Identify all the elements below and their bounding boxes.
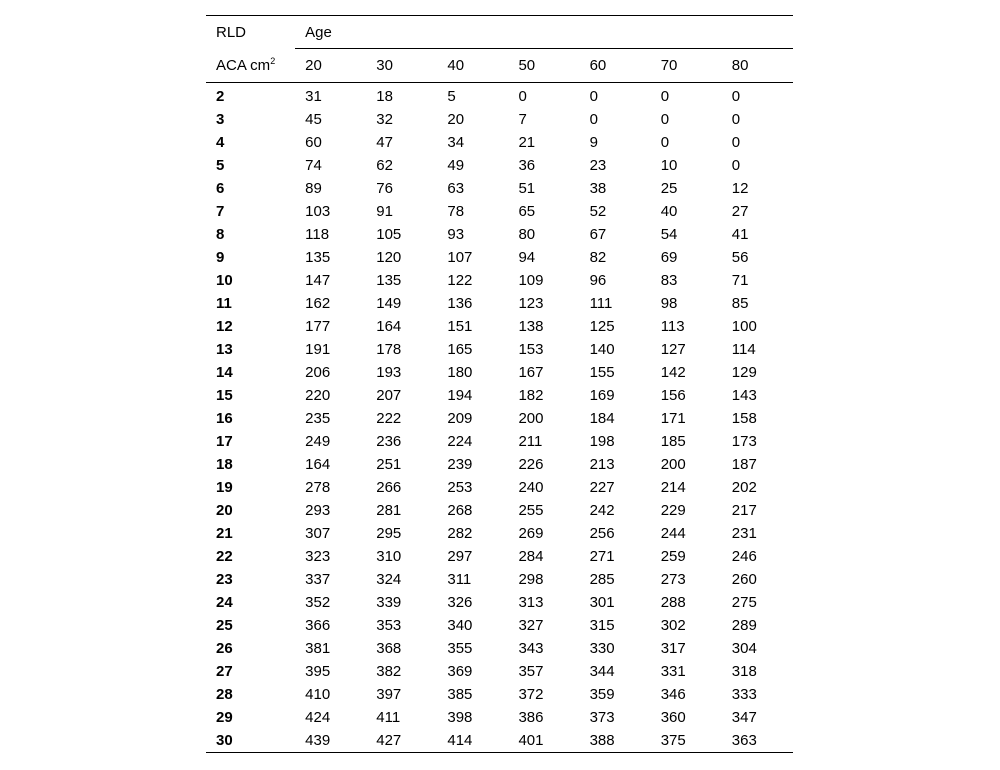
table-cell: 100 [731, 318, 757, 335]
table-cell: 184 [589, 410, 615, 427]
table-row [206, 361, 793, 384]
table-cell: 83 [660, 272, 678, 289]
table-cell: 333 [731, 686, 757, 703]
table-cell: 85 [731, 295, 749, 312]
table-row [206, 223, 793, 246]
table-cell: 298 [518, 571, 544, 588]
table-cell: 330 [589, 640, 615, 657]
table-cell: 27 [731, 203, 749, 220]
table-cell: 167 [518, 364, 544, 381]
table-cell: 60 [305, 134, 322, 151]
table-row [206, 108, 793, 131]
table-cell: 269 [518, 525, 544, 542]
row-aca-value: 15 [216, 387, 233, 404]
table-row [206, 246, 793, 269]
table-cell: 105 [376, 226, 402, 243]
table-cell: 156 [660, 387, 686, 404]
table-cell: 138 [518, 318, 544, 335]
row-aca-value: 19 [216, 479, 233, 496]
table-cell: 20 [447, 111, 465, 128]
table-cell: 206 [305, 364, 331, 381]
table-cell: 111 [589, 295, 613, 312]
row-aca-value: 26 [216, 640, 233, 657]
table-cell: 424 [305, 709, 331, 726]
row-aca-value: 13 [216, 341, 233, 358]
table-cell: 347 [731, 709, 757, 726]
table-row [206, 683, 793, 706]
table-cell: 343 [518, 640, 544, 657]
table-cell: 125 [589, 318, 615, 335]
table-cell: 18 [376, 88, 393, 105]
table-cell: 439 [305, 732, 331, 749]
table-cell: 273 [660, 571, 686, 588]
table-cell: 317 [660, 640, 686, 657]
table-row [206, 292, 793, 315]
table-cell: 93 [447, 226, 465, 243]
table-cell: 324 [376, 571, 402, 588]
table-cell: 327 [518, 617, 544, 634]
table-cell: 217 [731, 502, 757, 519]
table-cell: 69 [660, 249, 678, 266]
table-cell: 82 [589, 249, 607, 266]
table-cell: 255 [518, 502, 544, 519]
table-cell: 369 [447, 663, 473, 680]
table-cell: 52 [589, 203, 607, 220]
table-cell: 180 [447, 364, 473, 381]
table-cell: 268 [447, 502, 473, 519]
table-cell: 313 [518, 594, 544, 611]
table-cell: 36 [518, 157, 536, 174]
table-cell: 63 [447, 180, 465, 197]
table-cell: 118 [305, 226, 330, 243]
table-cell: 51 [518, 180, 536, 197]
table-row [206, 522, 793, 545]
row-aca-value: 11 [216, 295, 232, 312]
table-cell: 74 [305, 157, 322, 174]
table-cell: 40 [660, 203, 678, 220]
row-aca-value: 23 [216, 571, 233, 588]
table-cell: 113 [660, 318, 685, 335]
row-aca-value: 21 [216, 525, 233, 542]
row-aca-value: 20 [216, 502, 233, 519]
table-cell: 200 [660, 456, 686, 473]
table-cell: 340 [447, 617, 473, 634]
table-cell: 236 [376, 433, 402, 450]
header-age: Age [295, 16, 793, 49]
row-aca-value: 4 [216, 134, 225, 151]
table-cell: 153 [518, 341, 544, 358]
table-cell: 103 [305, 203, 331, 220]
table-cell: 0 [731, 88, 741, 105]
row-aca-value: 14 [216, 364, 233, 381]
row-aca-value: 18 [216, 456, 233, 473]
table-cell: 388 [589, 732, 615, 749]
table-cell: 310 [376, 548, 402, 565]
table-header [206, 16, 793, 83]
table-cell: 185 [660, 433, 686, 450]
table-cell: 244 [660, 525, 686, 542]
header-age-50: 50 [508, 49, 579, 83]
table-cell: 194 [447, 387, 473, 404]
table-cell: 142 [660, 364, 686, 381]
table-cell: 54 [660, 226, 678, 243]
row-aca-value: 30 [216, 732, 233, 749]
table-cell: 62 [376, 157, 393, 174]
table-cell: 353 [376, 617, 402, 634]
row-aca-value: 5 [216, 157, 225, 174]
row-aca-value: 8 [216, 226, 225, 243]
table-cell: 381 [305, 640, 331, 657]
table-cell: 65 [518, 203, 536, 220]
table-cell: 211 [518, 433, 543, 450]
table-cell: 326 [447, 594, 473, 611]
table-row [206, 545, 793, 568]
table-cell: 278 [305, 479, 331, 496]
table-row [206, 729, 793, 753]
table-cell: 240 [518, 479, 544, 496]
table-cell: 173 [731, 433, 757, 450]
table-cell: 143 [731, 387, 757, 404]
table-cell: 178 [376, 341, 402, 358]
table-cell: 98 [660, 295, 678, 312]
table-row [206, 200, 793, 223]
table-cell: 89 [305, 180, 322, 197]
table-cell: 359 [589, 686, 615, 703]
table-cell: 282 [447, 525, 473, 542]
table-cell: 0 [589, 88, 598, 105]
table-cell: 76 [376, 180, 393, 197]
table-cell: 301 [589, 594, 615, 611]
table-row [206, 269, 793, 292]
table-cell: 198 [589, 433, 615, 450]
table-cell: 297 [447, 548, 473, 565]
table-cell: 366 [305, 617, 331, 634]
table-cell: 275 [731, 594, 757, 611]
table-cell: 107 [447, 249, 473, 266]
row-aca-value: 9 [216, 249, 225, 266]
row-aca-value: 27 [216, 663, 233, 680]
table-cell: 311 [447, 571, 472, 588]
table-row [206, 453, 793, 476]
table-cell: 49 [447, 157, 465, 174]
table-cell: 0 [660, 88, 670, 105]
header-age-70: 70 [651, 49, 722, 83]
table-cell: 38 [589, 180, 607, 197]
table-cell: 187 [731, 456, 757, 473]
table-cell: 169 [589, 387, 615, 404]
table-cell: 129 [731, 364, 757, 381]
table-cell: 266 [376, 479, 402, 496]
table-cell: 0 [589, 111, 598, 128]
table-row [206, 476, 793, 499]
table-cell: 80 [518, 226, 536, 243]
table-cell: 331 [660, 663, 686, 680]
table-row [206, 568, 793, 591]
header-age-60: 60 [580, 49, 651, 83]
table-cell: 155 [589, 364, 615, 381]
table-cell: 231 [731, 525, 757, 542]
table-cell: 288 [660, 594, 686, 611]
rld-age-table [206, 15, 793, 753]
header-aca-cm2 [206, 49, 295, 83]
table-cell: 220 [305, 387, 331, 404]
table-cell: 318 [731, 663, 757, 680]
table-row [206, 637, 793, 660]
header-age-30: 30 [366, 49, 437, 83]
table-cell: 289 [731, 617, 757, 634]
table-row [206, 131, 793, 154]
table-cell: 56 [731, 249, 749, 266]
table-row [206, 660, 793, 683]
table-body [206, 83, 793, 753]
table-cell: 165 [447, 341, 473, 358]
header-age-20: 20 [295, 49, 366, 83]
table-cell: 164 [376, 318, 402, 335]
table-cell: 222 [376, 410, 402, 427]
header-age-80: 80 [722, 49, 793, 83]
table-cell: 259 [660, 548, 686, 565]
table-cell: 213 [589, 456, 615, 473]
table-cell: 151 [447, 318, 473, 335]
table-cell: 162 [305, 295, 331, 312]
table-cell: 304 [731, 640, 757, 657]
table-row [206, 177, 793, 200]
table-cell: 239 [447, 456, 473, 473]
table-cell: 158 [731, 410, 757, 427]
table-cell: 284 [518, 548, 544, 565]
table-cell: 71 [731, 272, 749, 289]
table-cell: 397 [376, 686, 402, 703]
table-row [206, 338, 793, 361]
table-row [206, 614, 793, 637]
table-cell: 171 [660, 410, 686, 427]
table-cell: 23 [589, 157, 607, 174]
table-cell: 78 [447, 203, 465, 220]
table-row [206, 384, 793, 407]
table-cell: 0 [660, 111, 670, 128]
table-row [206, 499, 793, 522]
header-aca-superscript: 2 [270, 55, 276, 66]
row-aca-value: 22 [216, 548, 233, 565]
row-aca-value: 7 [216, 203, 225, 220]
table-cell: 149 [376, 295, 402, 312]
table-cell: 9 [589, 134, 598, 151]
table-cell: 398 [447, 709, 473, 726]
table-row [206, 407, 793, 430]
table-cell: 246 [731, 548, 757, 565]
table-cell: 94 [518, 249, 536, 266]
table-cell: 249 [305, 433, 331, 450]
table-cell: 410 [305, 686, 331, 703]
row-aca-value: 29 [216, 709, 233, 726]
table-cell: 363 [731, 732, 757, 749]
table-cell: 355 [447, 640, 473, 657]
table-cell: 386 [518, 709, 544, 726]
table-cell: 0 [518, 88, 527, 105]
table-cell: 382 [376, 663, 402, 680]
row-aca-value: 6 [216, 180, 225, 197]
table-cell: 395 [305, 663, 331, 680]
header-rld: RLD [216, 23, 247, 41]
table-cell: 226 [518, 456, 544, 473]
table-cell: 295 [376, 525, 402, 542]
table-cell: 5 [447, 88, 456, 105]
row-aca-value: 24 [216, 594, 233, 611]
row-aca-value: 3 [216, 111, 225, 128]
table-cell: 385 [447, 686, 473, 703]
table-cell: 21 [518, 134, 536, 151]
table-cell: 401 [518, 732, 544, 749]
header-aca-label: ACA cm [216, 56, 271, 74]
table-cell: 200 [518, 410, 544, 427]
row-aca-value: 28 [216, 686, 233, 703]
table-cell: 229 [660, 502, 686, 519]
table-cell: 227 [589, 479, 615, 496]
table-cell: 302 [660, 617, 686, 634]
table-cell: 253 [447, 479, 473, 496]
table-cell: 31 [305, 88, 322, 105]
table-cell: 339 [376, 594, 402, 611]
table-cell: 135 [376, 272, 402, 289]
table-cell: 235 [305, 410, 331, 427]
table-cell: 191 [305, 341, 331, 358]
table-row [206, 591, 793, 614]
table-cell: 109 [518, 272, 544, 289]
table-cell: 127 [660, 341, 686, 358]
table-cell: 0 [731, 111, 741, 128]
table-cell: 427 [376, 732, 402, 749]
table-cell: 352 [305, 594, 331, 611]
table-cell: 25 [660, 180, 678, 197]
table-cell: 224 [447, 433, 473, 450]
table-cell: 164 [305, 456, 331, 473]
table-cell: 7 [518, 111, 527, 128]
table-row [206, 154, 793, 177]
table-cell: 177 [305, 318, 331, 335]
row-aca-value: 16 [216, 410, 233, 427]
row-aca-value: 2 [216, 88, 225, 105]
table-cell: 251 [376, 456, 402, 473]
table-cell: 373 [589, 709, 615, 726]
table-cell: 411 [376, 709, 401, 726]
table-row [206, 706, 793, 729]
table-cell: 368 [376, 640, 402, 657]
table-cell: 293 [305, 502, 331, 519]
table-cell: 344 [589, 663, 615, 680]
header-age-40: 40 [437, 49, 508, 83]
table-cell: 260 [731, 571, 757, 588]
table-cell: 91 [376, 203, 393, 220]
row-aca-value: 17 [216, 433, 233, 450]
table-cell: 372 [518, 686, 544, 703]
table-cell: 47 [376, 134, 393, 151]
table-cell: 315 [589, 617, 615, 634]
table-cell: 135 [305, 249, 331, 266]
table-cell: 41 [731, 226, 749, 243]
table-cell: 242 [589, 502, 615, 519]
table-cell: 214 [660, 479, 686, 496]
table-cell: 96 [589, 272, 607, 289]
table-cell: 207 [376, 387, 402, 404]
table-cell: 140 [589, 341, 615, 358]
table-cell: 67 [589, 226, 607, 243]
header-row-group [206, 16, 793, 49]
table-cell: 375 [660, 732, 686, 749]
table-cell: 123 [518, 295, 544, 312]
table-cell: 136 [447, 295, 473, 312]
row-aca-value: 25 [216, 617, 233, 634]
table-row [206, 315, 793, 338]
table-cell: 32 [376, 111, 393, 128]
table-cell: 0 [660, 134, 670, 151]
row-aca-value: 10 [216, 272, 233, 289]
table-cell: 10 [660, 157, 678, 174]
table-cell: 0 [731, 134, 741, 151]
table-cell: 114 [731, 341, 756, 358]
table-cell: 346 [660, 686, 686, 703]
header-row-ages [206, 49, 793, 83]
table-cell: 34 [447, 134, 465, 151]
table-cell: 122 [447, 272, 473, 289]
table-cell: 193 [376, 364, 402, 381]
table-cell: 271 [589, 548, 615, 565]
table-cell: 120 [376, 249, 402, 266]
table-cell: 147 [305, 272, 331, 289]
table-cell: 45 [305, 111, 322, 128]
table-cell: 307 [305, 525, 331, 542]
table-cell: 209 [447, 410, 473, 427]
table-cell: 285 [589, 571, 615, 588]
table-cell: 360 [660, 709, 686, 726]
table-cell: 12 [731, 180, 749, 197]
table-cell: 414 [447, 732, 473, 749]
table-cell: 323 [305, 548, 331, 565]
table-row [206, 83, 793, 109]
table-cell: 256 [589, 525, 615, 542]
table-cell: 202 [731, 479, 757, 496]
table-cell: 182 [518, 387, 544, 404]
table-row [206, 430, 793, 453]
table-cell: 0 [731, 157, 741, 174]
row-aca-value: 12 [216, 318, 233, 335]
table-cell: 357 [518, 663, 544, 680]
table-cell: 337 [305, 571, 331, 588]
table-cell: 281 [376, 502, 402, 519]
